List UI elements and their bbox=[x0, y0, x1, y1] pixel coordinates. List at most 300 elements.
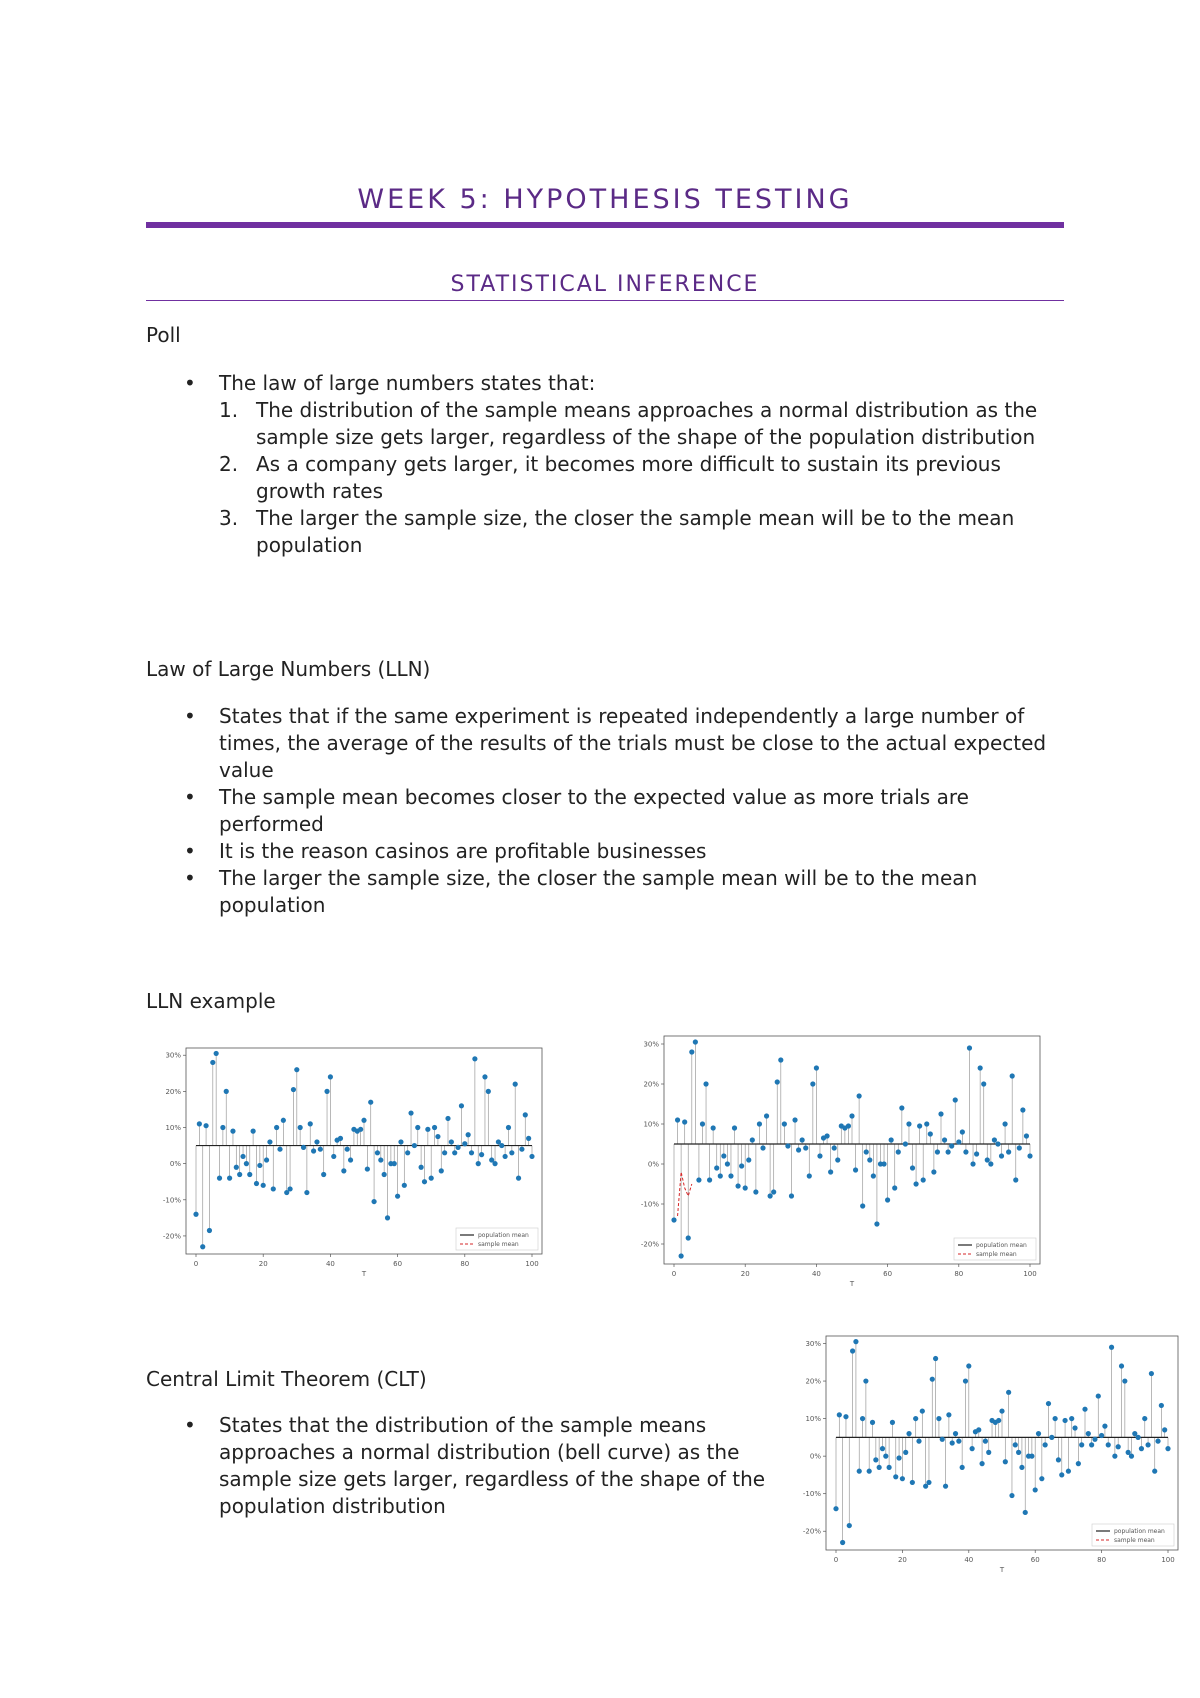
data-point bbox=[785, 1143, 790, 1148]
data-point bbox=[873, 1457, 878, 1462]
y-tick-label: 0% bbox=[809, 1452, 821, 1461]
poll-option bbox=[219, 451, 1064, 505]
data-point bbox=[903, 1450, 908, 1455]
data-point bbox=[714, 1165, 719, 1170]
data-point bbox=[1122, 1378, 1127, 1383]
data-point bbox=[1142, 1416, 1147, 1421]
data-point bbox=[967, 1045, 972, 1050]
data-point bbox=[224, 1089, 229, 1094]
data-point bbox=[207, 1228, 212, 1233]
data-point bbox=[857, 1469, 862, 1474]
data-point bbox=[910, 1480, 915, 1485]
data-point bbox=[264, 1157, 269, 1162]
data-point bbox=[1036, 1431, 1041, 1436]
data-point bbox=[976, 1427, 981, 1432]
data-point bbox=[832, 1145, 837, 1150]
data-point bbox=[796, 1147, 801, 1152]
poll-list bbox=[146, 370, 1064, 559]
x-tick-label: 60 bbox=[393, 1260, 403, 1268]
option-number: 2. bbox=[219, 452, 239, 476]
data-point bbox=[956, 1139, 961, 1144]
lln-list bbox=[146, 703, 1064, 919]
x-axis-label: T bbox=[361, 1270, 367, 1278]
data-point bbox=[324, 1089, 329, 1094]
data-point bbox=[913, 1181, 918, 1186]
y-tick-label: 30% bbox=[805, 1340, 821, 1349]
data-point bbox=[864, 1149, 869, 1154]
data-point bbox=[247, 1172, 252, 1177]
x-axis-label: T bbox=[999, 1566, 1005, 1574]
data-point bbox=[978, 1065, 983, 1070]
data-point bbox=[371, 1199, 376, 1204]
data-point bbox=[707, 1177, 712, 1182]
data-point bbox=[455, 1145, 460, 1150]
data-point bbox=[513, 1082, 518, 1087]
data-point bbox=[983, 1439, 988, 1444]
lln-chart-2 bbox=[628, 1028, 1048, 1290]
data-point bbox=[750, 1137, 755, 1142]
data-point bbox=[408, 1110, 413, 1115]
data-point bbox=[1076, 1461, 1081, 1466]
data-point bbox=[853, 1167, 858, 1172]
data-point bbox=[358, 1127, 363, 1132]
y-tick-label: 10% bbox=[805, 1415, 821, 1424]
data-point bbox=[1039, 1476, 1044, 1481]
data-point bbox=[1092, 1437, 1097, 1442]
data-point bbox=[896, 1149, 901, 1154]
data-point bbox=[682, 1119, 687, 1124]
bullet-icon: • bbox=[184, 839, 196, 863]
data-point bbox=[516, 1176, 521, 1181]
data-point bbox=[843, 1414, 848, 1419]
x-tick-label: 60 bbox=[883, 1270, 893, 1278]
data-point bbox=[874, 1221, 879, 1226]
data-point bbox=[328, 1074, 333, 1079]
data-point bbox=[304, 1190, 309, 1195]
data-point bbox=[675, 1117, 680, 1122]
data-point bbox=[700, 1121, 705, 1126]
data-point bbox=[916, 1439, 921, 1444]
data-point bbox=[1162, 1427, 1167, 1432]
data-point bbox=[960, 1465, 965, 1470]
data-point bbox=[995, 1141, 1000, 1146]
option-number: 1. bbox=[219, 398, 239, 422]
data-point bbox=[1009, 1493, 1014, 1498]
data-point bbox=[689, 1049, 694, 1054]
x-tick-label: 80 bbox=[954, 1270, 964, 1278]
data-point bbox=[768, 1193, 773, 1198]
data-point bbox=[311, 1148, 316, 1153]
data-point bbox=[853, 1339, 858, 1344]
data-point bbox=[883, 1454, 888, 1459]
data-point bbox=[529, 1154, 534, 1159]
data-point bbox=[345, 1147, 350, 1152]
data-point bbox=[753, 1189, 758, 1194]
data-point bbox=[1116, 1444, 1121, 1449]
data-point bbox=[782, 1121, 787, 1126]
data-point bbox=[462, 1141, 467, 1146]
data-point bbox=[200, 1244, 205, 1249]
data-point bbox=[946, 1412, 951, 1417]
data-point bbox=[402, 1183, 407, 1188]
data-point bbox=[1145, 1442, 1150, 1447]
data-point bbox=[1003, 1459, 1008, 1464]
data-point bbox=[1069, 1416, 1074, 1421]
y-tick-label: 10% bbox=[643, 1120, 659, 1129]
data-point bbox=[963, 1378, 968, 1383]
data-point bbox=[824, 1133, 829, 1138]
lln-bullet-text: States that if the same experiment is repeated independently a large number of times, the average of the results of the trials must be close to the actual expected value bbox=[219, 704, 1047, 782]
data-point bbox=[946, 1149, 951, 1154]
data-point bbox=[924, 1121, 929, 1126]
data-point bbox=[1102, 1424, 1107, 1429]
data-point bbox=[828, 1169, 833, 1174]
lln-bullet bbox=[146, 865, 1064, 919]
legend-label: population mean bbox=[1114, 1528, 1165, 1535]
clt-heading: Central Limit Theorem (CLT) bbox=[146, 1367, 427, 1391]
data-point bbox=[526, 1136, 531, 1141]
x-tick-label: 40 bbox=[811, 1270, 821, 1278]
data-point bbox=[486, 1089, 491, 1094]
data-point bbox=[1159, 1403, 1164, 1408]
data-point bbox=[771, 1189, 776, 1194]
legend-label: sample mean bbox=[478, 1241, 519, 1248]
data-point bbox=[240, 1154, 245, 1159]
data-point bbox=[887, 1465, 892, 1470]
bullet-icon: • bbox=[184, 785, 196, 809]
data-point bbox=[281, 1118, 286, 1123]
data-point bbox=[405, 1150, 410, 1155]
data-point bbox=[1112, 1454, 1117, 1459]
data-point bbox=[479, 1152, 484, 1157]
data-point bbox=[251, 1129, 256, 1134]
x-tick-label: 20 bbox=[740, 1270, 750, 1278]
data-point bbox=[1079, 1442, 1084, 1447]
data-point bbox=[301, 1145, 306, 1150]
poll-option bbox=[219, 397, 1064, 451]
data-point bbox=[889, 1137, 894, 1142]
lln-chart-2-svg bbox=[628, 1028, 1048, 1290]
data-point bbox=[757, 1121, 762, 1126]
clt-chart-svg bbox=[790, 1328, 1186, 1576]
x-tick-label: 40 bbox=[325, 1260, 335, 1268]
data-point bbox=[210, 1060, 215, 1065]
data-point bbox=[321, 1172, 326, 1177]
data-point bbox=[1096, 1393, 1101, 1398]
data-point bbox=[721, 1153, 726, 1158]
y-tick-label: -20% bbox=[802, 1527, 821, 1536]
data-point bbox=[814, 1065, 819, 1070]
data-point bbox=[949, 1143, 954, 1148]
data-point bbox=[728, 1173, 733, 1178]
data-point bbox=[686, 1235, 691, 1240]
data-point bbox=[1059, 1472, 1064, 1477]
poll-options bbox=[219, 397, 1064, 559]
x-tick-label: 80 bbox=[1097, 1556, 1107, 1564]
data-point bbox=[244, 1161, 249, 1166]
legend-label: sample mean bbox=[976, 1251, 1017, 1258]
lln-bullet-text: It is the reason casinos are profitable businesses bbox=[219, 839, 707, 863]
data-point bbox=[412, 1143, 417, 1148]
data-point bbox=[398, 1139, 403, 1144]
data-point bbox=[1152, 1469, 1157, 1474]
data-point bbox=[792, 1117, 797, 1122]
data-point bbox=[981, 1081, 986, 1086]
x-tick-label: 100 bbox=[525, 1260, 539, 1268]
x-tick-label: 20 bbox=[258, 1260, 268, 1268]
data-point bbox=[950, 1440, 955, 1445]
lln-chart-1 bbox=[150, 1040, 550, 1280]
y-tick-label: 20% bbox=[165, 1087, 181, 1096]
option-number: 3. bbox=[219, 506, 239, 530]
data-point bbox=[1136, 1435, 1141, 1440]
poll-question: The law of large numbers states that: bbox=[219, 371, 596, 395]
data-point bbox=[1165, 1446, 1170, 1451]
data-point bbox=[896, 1455, 901, 1460]
data-point bbox=[693, 1039, 698, 1044]
x-tick-label: 100 bbox=[1023, 1270, 1037, 1278]
data-point bbox=[718, 1173, 723, 1178]
data-point bbox=[899, 1105, 904, 1110]
x-tick-label: 0 bbox=[671, 1270, 677, 1278]
data-point bbox=[1106, 1442, 1111, 1447]
data-point bbox=[931, 1169, 936, 1174]
data-point bbox=[385, 1215, 390, 1220]
data-point bbox=[1139, 1446, 1144, 1451]
x-tick-label: 40 bbox=[964, 1556, 974, 1564]
data-point bbox=[375, 1150, 380, 1155]
data-point bbox=[953, 1431, 958, 1436]
data-point bbox=[970, 1161, 975, 1166]
data-point bbox=[999, 1153, 1004, 1158]
option-text: The distribution of the sample means approaches a normal distribution as the sample size gets larger, regardless of the shape of the population distribution bbox=[256, 398, 1038, 449]
data-point bbox=[419, 1165, 424, 1170]
data-point bbox=[482, 1074, 487, 1079]
data-point bbox=[368, 1100, 373, 1105]
data-point bbox=[1013, 1177, 1018, 1182]
data-point bbox=[746, 1157, 751, 1162]
data-point bbox=[703, 1081, 708, 1086]
x-tick-label: 20 bbox=[897, 1556, 907, 1564]
data-point bbox=[917, 1123, 922, 1128]
data-point bbox=[986, 1450, 991, 1455]
data-point bbox=[1119, 1363, 1124, 1368]
data-point bbox=[1019, 1465, 1024, 1470]
data-point bbox=[361, 1118, 366, 1123]
data-point bbox=[743, 1185, 748, 1190]
data-point bbox=[936, 1416, 941, 1421]
data-point bbox=[960, 1129, 965, 1134]
data-point bbox=[230, 1129, 235, 1134]
data-point bbox=[267, 1139, 272, 1144]
y-tick-label: 30% bbox=[165, 1051, 181, 1060]
data-point bbox=[1086, 1431, 1091, 1436]
data-point bbox=[817, 1153, 822, 1158]
data-point bbox=[466, 1132, 471, 1137]
lln-bullet bbox=[146, 784, 1064, 838]
data-point bbox=[298, 1125, 303, 1130]
data-point bbox=[943, 1484, 948, 1489]
data-point bbox=[503, 1154, 508, 1159]
data-point bbox=[696, 1177, 701, 1182]
data-point bbox=[849, 1113, 854, 1118]
data-point bbox=[429, 1176, 434, 1181]
data-point bbox=[938, 1111, 943, 1116]
lln-example-heading: LLN example bbox=[146, 989, 276, 1013]
lln-chart-1-svg bbox=[150, 1040, 550, 1280]
data-point bbox=[1010, 1073, 1015, 1078]
poll-bullet bbox=[146, 370, 1064, 559]
y-tick-label: 30% bbox=[643, 1040, 659, 1049]
data-point bbox=[1046, 1401, 1051, 1406]
data-point bbox=[1053, 1416, 1058, 1421]
data-point bbox=[415, 1125, 420, 1130]
data-point bbox=[425, 1127, 430, 1132]
bullet-icon: • bbox=[184, 704, 196, 728]
data-point bbox=[378, 1157, 383, 1162]
x-axis-label: T bbox=[849, 1280, 855, 1288]
bullet-icon: • bbox=[184, 1413, 196, 1437]
data-point bbox=[890, 1420, 895, 1425]
data-point bbox=[193, 1212, 198, 1217]
data-point bbox=[837, 1412, 842, 1417]
data-point bbox=[308, 1121, 313, 1126]
plot-frame bbox=[826, 1336, 1178, 1550]
data-point bbox=[1013, 1442, 1018, 1447]
data-point bbox=[445, 1116, 450, 1121]
data-point bbox=[880, 1446, 885, 1451]
data-point bbox=[214, 1051, 219, 1056]
data-point bbox=[921, 1177, 926, 1182]
data-point bbox=[1109, 1345, 1114, 1350]
data-point bbox=[800, 1137, 805, 1142]
data-point bbox=[778, 1057, 783, 1062]
data-point bbox=[928, 1131, 933, 1136]
data-point bbox=[930, 1377, 935, 1382]
clt-chart bbox=[790, 1328, 1186, 1576]
data-point bbox=[318, 1147, 323, 1152]
data-point bbox=[1043, 1442, 1048, 1447]
data-point bbox=[920, 1408, 925, 1413]
y-tick-label: -20% bbox=[640, 1240, 659, 1249]
x-tick-label: 0 bbox=[833, 1556, 839, 1564]
data-point bbox=[953, 1097, 958, 1102]
data-point bbox=[422, 1179, 427, 1184]
data-point bbox=[1020, 1107, 1025, 1112]
data-point bbox=[833, 1506, 838, 1511]
data-point bbox=[913, 1416, 918, 1421]
data-point bbox=[1024, 1133, 1029, 1138]
data-point bbox=[835, 1157, 840, 1162]
data-point bbox=[227, 1176, 232, 1181]
data-point bbox=[432, 1125, 437, 1130]
data-point bbox=[1049, 1435, 1054, 1440]
data-point bbox=[348, 1157, 353, 1162]
data-point bbox=[452, 1150, 457, 1155]
lln-bullet-text: The larger the sample size, the closer the sample mean will be to the mean population bbox=[219, 866, 978, 917]
bullet-icon: • bbox=[184, 371, 196, 395]
data-point bbox=[956, 1439, 961, 1444]
data-point bbox=[237, 1172, 242, 1177]
data-point bbox=[966, 1363, 971, 1368]
data-point bbox=[892, 1185, 897, 1190]
data-point bbox=[1017, 1145, 1022, 1150]
data-point bbox=[940, 1437, 945, 1442]
data-point bbox=[789, 1193, 794, 1198]
data-point bbox=[449, 1139, 454, 1144]
data-point bbox=[291, 1087, 296, 1092]
x-tick-label: 80 bbox=[460, 1260, 470, 1268]
data-point bbox=[735, 1183, 740, 1188]
data-point bbox=[867, 1157, 872, 1162]
y-tick-label: -10% bbox=[802, 1490, 821, 1499]
legend-label: sample mean bbox=[1114, 1537, 1155, 1544]
data-point bbox=[331, 1154, 336, 1159]
data-point bbox=[867, 1469, 872, 1474]
data-point bbox=[499, 1143, 504, 1148]
data-point bbox=[711, 1125, 716, 1130]
title-rule bbox=[146, 222, 1064, 228]
data-point bbox=[1016, 1450, 1021, 1455]
data-point bbox=[963, 1149, 968, 1154]
data-point bbox=[1033, 1487, 1038, 1492]
data-point bbox=[860, 1416, 865, 1421]
data-point bbox=[860, 1203, 865, 1208]
data-point bbox=[476, 1161, 481, 1166]
data-point bbox=[999, 1408, 1004, 1413]
data-point bbox=[217, 1176, 222, 1181]
clt-list bbox=[146, 1412, 786, 1520]
data-point bbox=[1006, 1390, 1011, 1395]
bullet-icon: • bbox=[184, 866, 196, 890]
data-point bbox=[254, 1181, 259, 1186]
data-point bbox=[469, 1150, 474, 1155]
data-point bbox=[764, 1113, 769, 1118]
option-text: The larger the sample size, the closer the sample mean will be to the mean population bbox=[256, 506, 1015, 557]
data-point bbox=[725, 1161, 730, 1166]
option-text: As a company gets larger, it becomes more difficult to sustain its previous growth rates bbox=[256, 452, 1001, 503]
x-tick-label: 100 bbox=[1161, 1556, 1175, 1564]
data-point bbox=[277, 1147, 282, 1152]
data-point bbox=[906, 1431, 911, 1436]
section-title: STATISTICAL INFERENCE bbox=[450, 272, 760, 297]
data-point bbox=[679, 1253, 684, 1258]
data-point bbox=[442, 1150, 447, 1155]
data-point bbox=[739, 1163, 744, 1168]
x-tick-label: 0 bbox=[193, 1260, 199, 1268]
data-point bbox=[509, 1150, 514, 1155]
data-point bbox=[906, 1121, 911, 1126]
data-point bbox=[1099, 1433, 1104, 1438]
data-point bbox=[775, 1079, 780, 1084]
data-point bbox=[979, 1461, 984, 1466]
data-point bbox=[1072, 1425, 1077, 1430]
data-point bbox=[1066, 1469, 1071, 1474]
data-point bbox=[870, 1420, 875, 1425]
data-point bbox=[287, 1186, 292, 1191]
y-tick-label: 20% bbox=[643, 1080, 659, 1089]
data-point bbox=[1155, 1439, 1160, 1444]
data-point bbox=[760, 1145, 765, 1150]
data-point bbox=[1129, 1454, 1134, 1459]
data-point bbox=[992, 1137, 997, 1142]
data-point bbox=[871, 1173, 876, 1178]
data-point bbox=[392, 1161, 397, 1166]
data-point bbox=[382, 1172, 387, 1177]
data-point bbox=[203, 1123, 208, 1128]
y-tick-label: 0% bbox=[647, 1160, 659, 1169]
data-point bbox=[926, 1480, 931, 1485]
